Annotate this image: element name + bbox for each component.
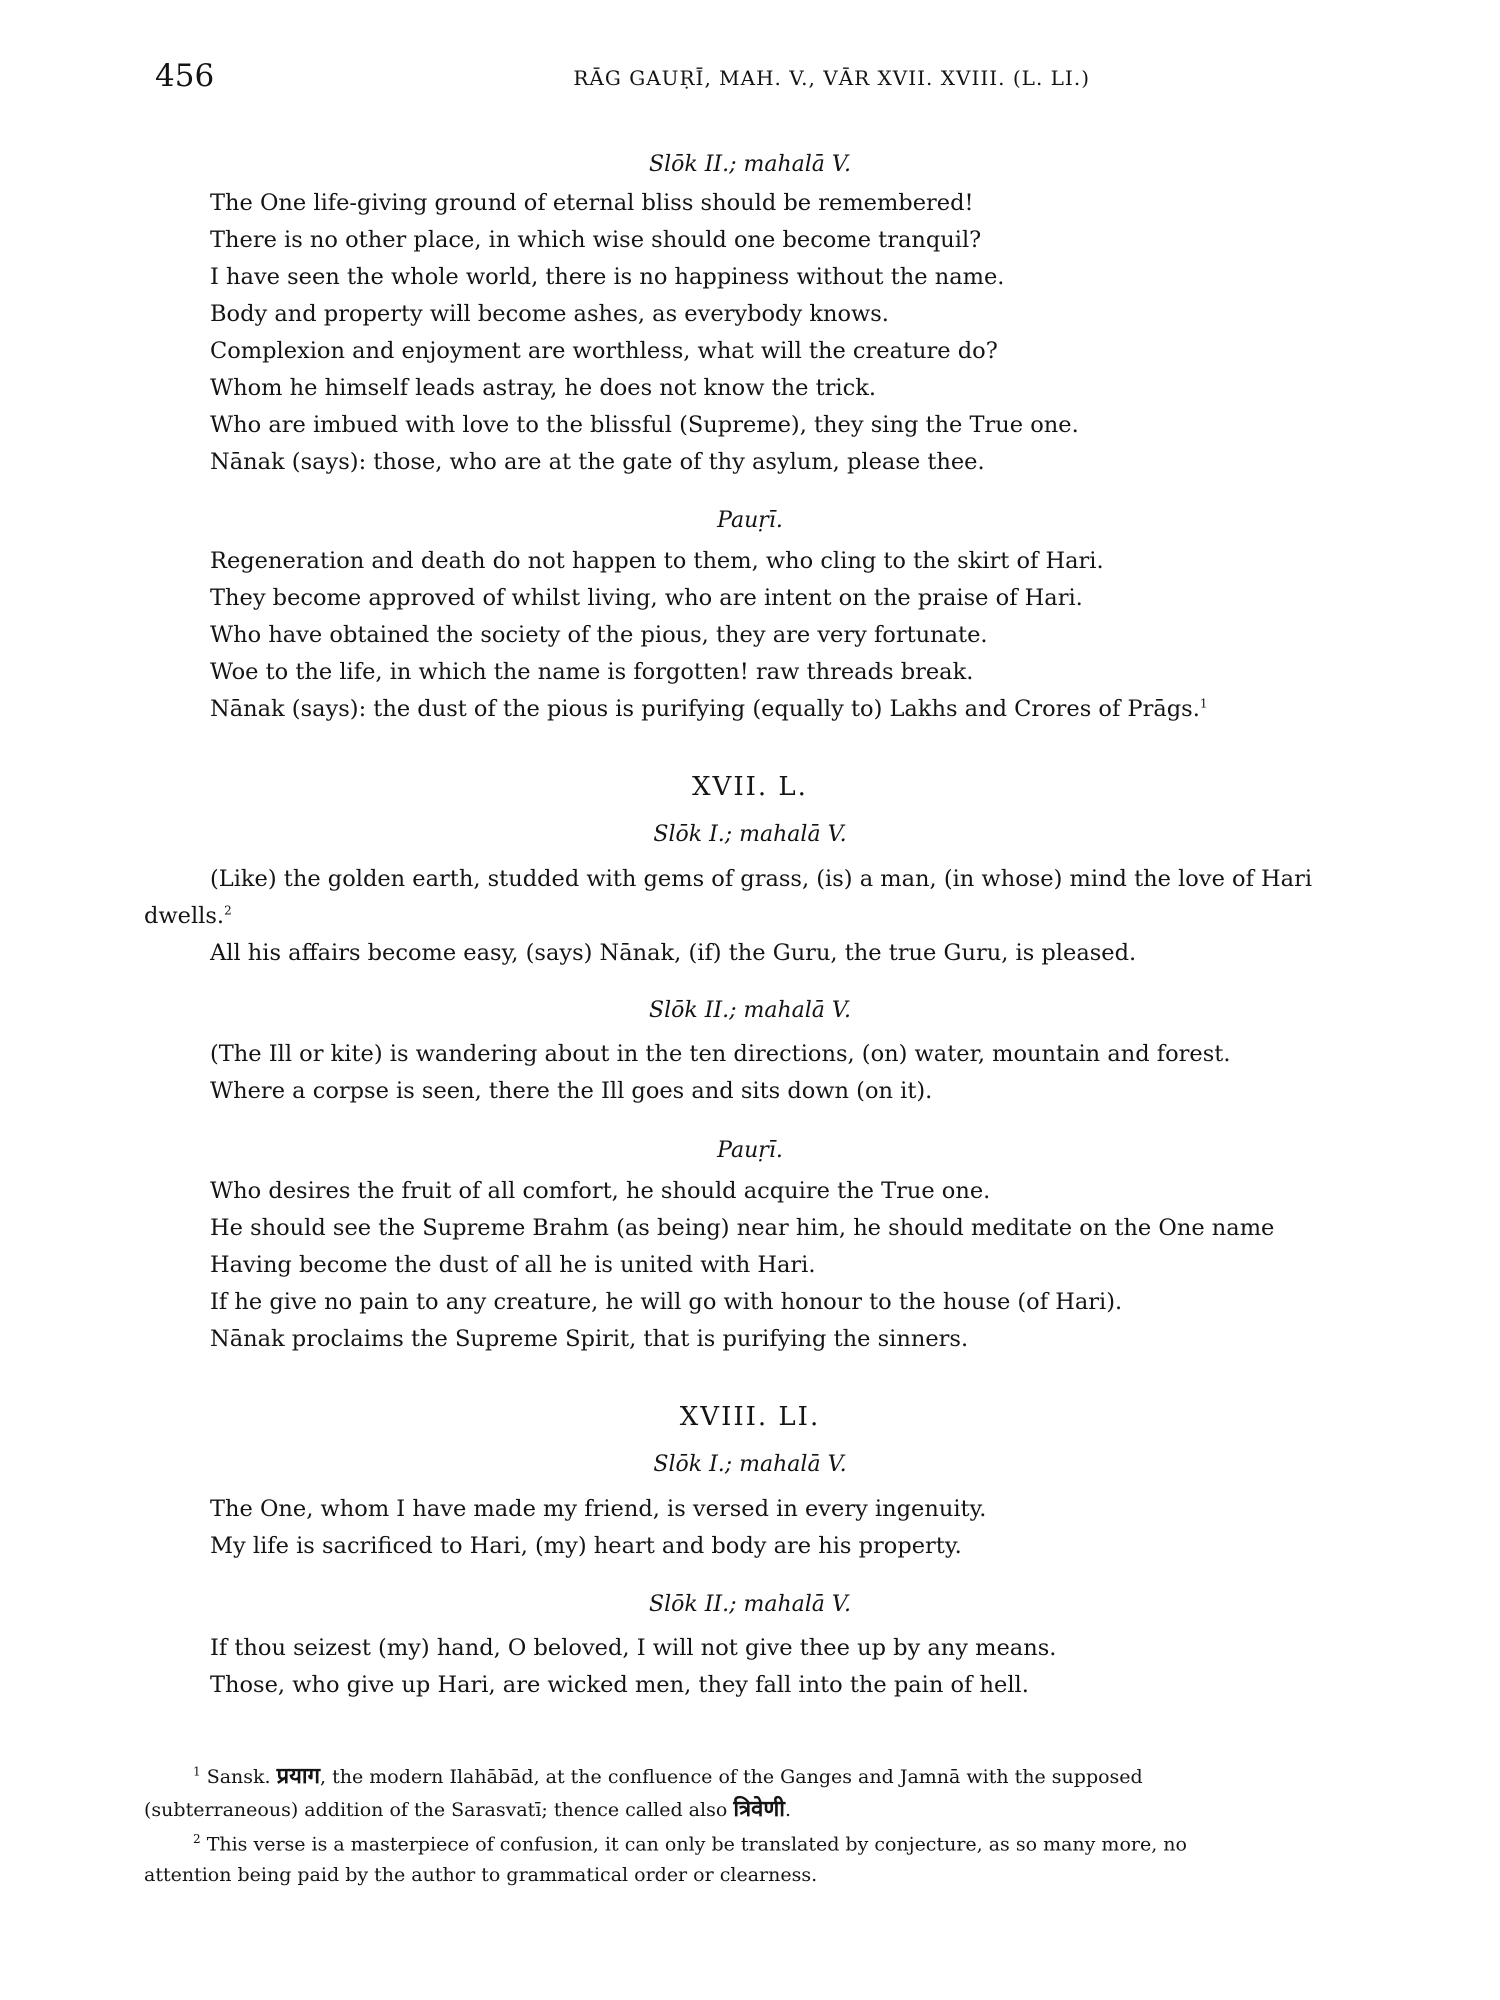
verse-line: I have seen the whole world, there is no happiness without the name.	[210, 264, 1005, 290]
footnote-text: This verse is a masterpiece of confusion, it can only be translated by conjecture, as so many more, no	[206, 1833, 1187, 1856]
verse-line: They become approved of whilst living, who are intent on the praise of Hari.	[210, 585, 1083, 611]
slok-heading: Slōk II.; mahalā V.	[649, 1592, 851, 1617]
verse-text: dwells.	[144, 903, 225, 929]
devanagari-word: प्रयाग	[276, 1763, 320, 1789]
verse-line	[210, 696, 1208, 722]
verse-line: The One life-giving ground of eternal bliss should be remembered!	[210, 190, 974, 216]
verse-line: Body and property will become ashes, as everybody knows.	[210, 301, 889, 327]
verse-line: Complexion and enjoyment are worthless, what will the creature do?	[210, 338, 998, 364]
section-title: XVII. L.	[692, 772, 808, 802]
verse-line: Who have obtained the society of the pious, they are very fortunate.	[210, 622, 988, 648]
running-head: RĀG GAUṚĪ, MAH. V., VĀR XVII. XVIII. (L. LI.)	[573, 66, 1090, 90]
page-header	[155, 58, 1090, 98]
verse-line: All his affairs become easy, (says) Nānak, (if) the Guru, the true Guru, is pleased.	[210, 940, 1137, 966]
footnote-marker: 2	[224, 903, 232, 918]
verse-line-continued	[144, 903, 232, 929]
verse-line: He should see the Supreme Brahm (as being) near him, he should meditate on the One name	[210, 1215, 1275, 1241]
verse-line: Having become the dust of all he is united with Hari.	[210, 1252, 816, 1278]
verse-line: (The Ill or kite) is wandering about in the ten directions, (on) water, mountain and forest.	[210, 1041, 1231, 1067]
footnote-marker: 1	[193, 1764, 201, 1779]
section-title: XVIII. LI.	[679, 1402, 821, 1432]
footnote-2-continued: attention being paid by the author to grammatical order or clearness.	[144, 1864, 818, 1886]
verse-line: There is no other place, in which wise should one become tranquil?	[210, 227, 982, 253]
verse-line: Nānak (says): those, who are at the gate of thy asylum, please thee.	[210, 449, 985, 475]
footnote-2	[193, 1832, 1187, 1855]
verse-line: Whom he himself leads astray, he does not know the trick.	[210, 375, 877, 401]
slok-heading: Slōk II.; mahalā V.	[649, 998, 851, 1023]
slok-heading: Slōk I.; mahalā V.	[653, 822, 847, 847]
slok-heading: Slōk I.; mahalā V.	[653, 1452, 847, 1477]
verse-line: If he give no pain to any creature, he will go with honour to the house (of Hari).	[210, 1289, 1123, 1315]
verse-line: Nānak proclaims the Supreme Spirit, that is purifying the sinners.	[210, 1326, 969, 1352]
footnote-text: , the modern Ilahābād, at the confluence of the Ganges and Jamnā with the supposed	[320, 1766, 1143, 1788]
footnote-marker: 2	[193, 1832, 201, 1846]
verse-text: Nānak (says): the dust of the pious is purifying (equally to) Lakhs and Crores of Prāgs.	[210, 696, 1200, 722]
verse-line: Woe to the life, in which the name is forgotten! raw threads break.	[210, 659, 974, 685]
verse-line: Where a corpse is seen, there the Ill goes and sits down (on it).	[210, 1078, 933, 1104]
footnote-text: (subterraneous) addition of the Sarasvatī; thence called also	[144, 1799, 728, 1821]
verse-line: Regeneration and death do not happen to them, who cling to the skirt of Hari.	[210, 548, 1104, 574]
pauri-heading: Pauṛī.	[717, 1138, 783, 1163]
footnote-text: .	[785, 1799, 792, 1821]
verse-line: (Like) the golden earth, studded with gems of grass, (is) a man, (in whose) mind the love of Hari	[210, 866, 1313, 892]
footnote-1	[193, 1760, 1143, 1790]
verse-line: If thou seizest (my) hand, O beloved, I will not give thee up by any means.	[210, 1635, 1057, 1661]
page-number: 456	[155, 58, 215, 94]
footnote-prefix: Sansk.	[206, 1766, 271, 1788]
verse-line: The One, whom I have made my friend, is versed in every ingenuity.	[210, 1496, 987, 1522]
verse-line: Who are imbued with love to the blissful (Supreme), they sing the True one.	[210, 412, 1079, 438]
footnote-marker: 1	[1199, 696, 1208, 711]
verse-line: Those, who give up Hari, are wicked men, they fall into the pain of hell.	[210, 1672, 1029, 1698]
verse-line: Who desires the fruit of all comfort, he should acquire the True one.	[210, 1178, 991, 1204]
pauri-heading: Pauṛī.	[717, 508, 783, 533]
footnote-1-continued	[144, 1793, 791, 1823]
devanagari-word: त्रिवेणी	[733, 1796, 786, 1822]
verse-line: My life is sacrificed to Hari, (my) heart and body are his property.	[210, 1533, 962, 1559]
slok-heading: Slōk II.; mahalā V.	[649, 152, 851, 177]
